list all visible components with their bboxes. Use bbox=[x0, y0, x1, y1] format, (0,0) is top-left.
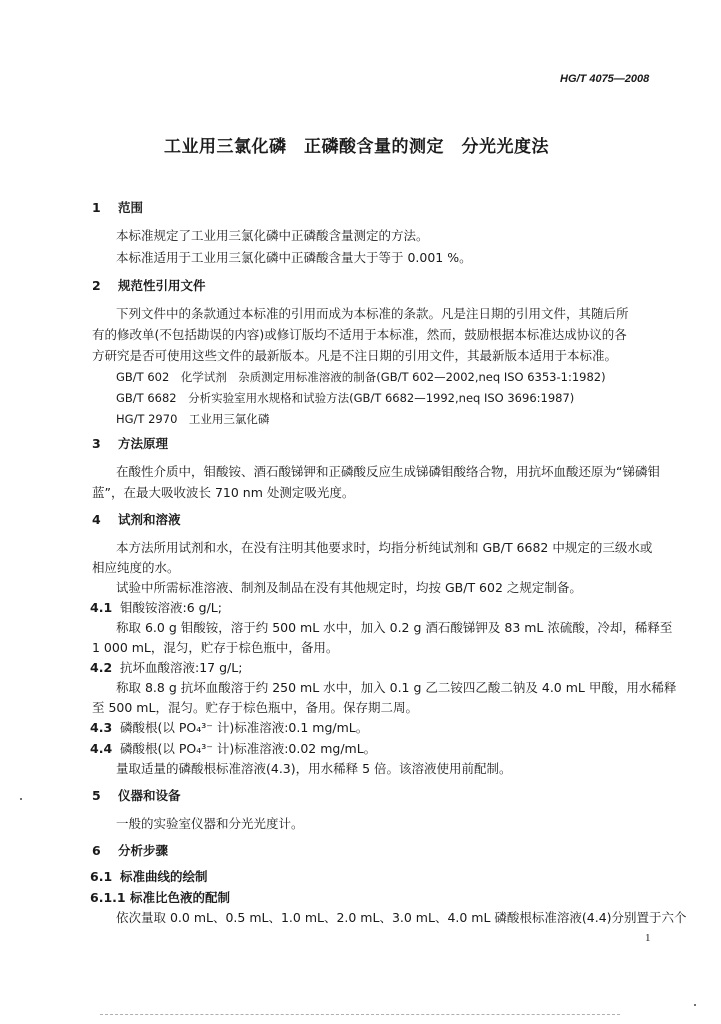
paragraph: 称取 8.8 g 抗坏血酸溶于约 250 mL 水中，加入 0.1 g 乙二铵四乙酸二钠及 4.0 mL 甲酸，用水稀释 bbox=[116, 680, 677, 695]
section-4-heading bbox=[92, 512, 181, 528]
subsection-4-2 bbox=[90, 660, 242, 676]
section-title: 规范性引用文件 bbox=[118, 278, 206, 293]
section-number: 4 bbox=[92, 512, 101, 527]
reference-item: GB/T 6682 分析实验室用水规格和试验方法(GB/T 6682—1992,neq ISO 3696:1987) bbox=[116, 391, 575, 405]
scan-speck bbox=[20, 798, 22, 800]
paragraph: 下列文件中的条款通过本标准的引用而成为本标准的条款。凡是注日期的引用文件，其随后所 bbox=[116, 306, 629, 321]
paragraph: 试验中所需标准溶液、制剂及制品在没有其他规定时，均按 GB/T 602 之规定制备。 bbox=[116, 580, 582, 595]
section-6-heading bbox=[92, 843, 168, 859]
standard-code: HG/T 4075—2008 bbox=[560, 73, 650, 85]
subsection-number: 4.4 bbox=[90, 741, 113, 756]
reference-item: HG/T 2970 工业用三氯化磷 bbox=[116, 412, 270, 426]
paragraph: 本方法所用试剂和水，在没有注明其他要求时，均指分析纯试剂和 GB/T 6682 中规定的三级水或 bbox=[116, 540, 653, 555]
subsection-title: 抗坏血酸溶液:17 g/L; bbox=[120, 660, 243, 675]
paragraph: 称取 6.0 g 钼酸铵，溶于约 500 mL 水中，加入 0.2 g 酒石酸锑钾及 83 mL 浓硫酸，冷却，稀释至 bbox=[116, 620, 673, 635]
subsection-title: 标准比色液的配制 bbox=[130, 890, 231, 905]
subsection-title: 标准曲线的绘制 bbox=[120, 869, 208, 884]
paragraph: 方研究是否可使用这些文件的最新版本。凡是不注日期的引用文件，其最新版本适用于本标准。 bbox=[92, 348, 618, 363]
reference-item: GB/T 602 化学试剂 杂质测定用标准溶液的制备(GB/T 602—2002,neq ISO 6353-1:1982) bbox=[116, 370, 606, 384]
subsection-6-1 bbox=[90, 869, 208, 885]
paragraph: 量取适量的磷酸根标准溶液(4.3)，用水稀释 5 倍。该溶液使用前配制。 bbox=[116, 761, 512, 776]
page-title: 工业用三氯化磷 正磷酸含量的测定 分光光度法 bbox=[164, 137, 549, 157]
paragraph: 相应纯度的水。 bbox=[92, 560, 180, 575]
subsection-4-4 bbox=[90, 741, 376, 757]
subsection-6-1-1 bbox=[90, 890, 230, 906]
section-number: 2 bbox=[92, 278, 101, 293]
section-2-heading bbox=[92, 278, 206, 294]
page-number: 1 bbox=[645, 932, 651, 944]
section-number: 5 bbox=[92, 788, 101, 803]
subsection-number: 4.2 bbox=[90, 660, 113, 675]
section-title: 试剂和溶液 bbox=[118, 512, 181, 527]
subsection-4-3 bbox=[90, 720, 368, 736]
subsection-4-1 bbox=[90, 600, 222, 616]
subsection-title: 钼酸铵溶液:6 g/L; bbox=[120, 600, 222, 615]
section-5-heading bbox=[92, 788, 181, 804]
section-title: 范围 bbox=[118, 200, 144, 215]
section-number: 6 bbox=[92, 843, 101, 858]
paragraph: 至 500 mL，混匀。贮存于棕色瓶中，备用。保存期二周。 bbox=[92, 700, 418, 715]
paragraph: 本标准规定了工业用三氯化磷中正磷酸含量测定的方法。 bbox=[116, 228, 429, 243]
paragraph: 1 000 mL，混匀，贮存于棕色瓶中，备用。 bbox=[92, 640, 339, 655]
paragraph: 蓝”，在最大吸收波长 710 nm 处测定吸光度。 bbox=[92, 485, 355, 500]
section-1-heading bbox=[92, 200, 143, 216]
paragraph: 有的修改单(不包括勘误的内容)或修订版均不适用于本标准，然而，鼓励根据本标准达成协议的各 bbox=[92, 327, 627, 342]
section-number: 3 bbox=[92, 436, 101, 451]
subsection-number: 4.3 bbox=[90, 720, 113, 735]
subsection-title: 磷酸根(以 PO₄³⁻ 计)标准溶液:0.02 mg/mL。 bbox=[120, 741, 377, 756]
section-title: 方法原理 bbox=[118, 436, 169, 451]
subsection-number: 4.1 bbox=[90, 600, 113, 615]
subsection-title: 磷酸根(以 PO₄³⁻ 计)标准溶液:0.1 mg/mL。 bbox=[120, 720, 369, 735]
subsection-number: 6.1 bbox=[90, 869, 113, 884]
section-title: 分析步骤 bbox=[118, 843, 169, 858]
section-number: 1 bbox=[92, 200, 101, 215]
footer-rule bbox=[100, 1014, 620, 1015]
paragraph: 在酸性介质中，钼酸铵、酒石酸锑钾和正磷酸反应生成锑磷钼酸络合物，用抗坏血酸还原为“锑磷钼 bbox=[116, 464, 660, 479]
paragraph: 本标准适用于工业用三氯化磷中正磷酸含量大于等于 0.001 %。 bbox=[116, 250, 472, 265]
section-title: 仪器和设备 bbox=[118, 788, 181, 803]
paragraph: 依次量取 0.0 mL、0.5 mL、1.0 mL、2.0 mL、3.0 mL、4.0 mL 磷酸根标准溶液(4.4)分别置于六个 bbox=[116, 910, 687, 925]
paragraph: 一般的实验室仪器和分光光度计。 bbox=[116, 816, 304, 831]
scan-speck bbox=[694, 1004, 696, 1006]
subsection-number: 6.1.1 bbox=[90, 890, 126, 905]
section-3-heading bbox=[92, 436, 168, 452]
